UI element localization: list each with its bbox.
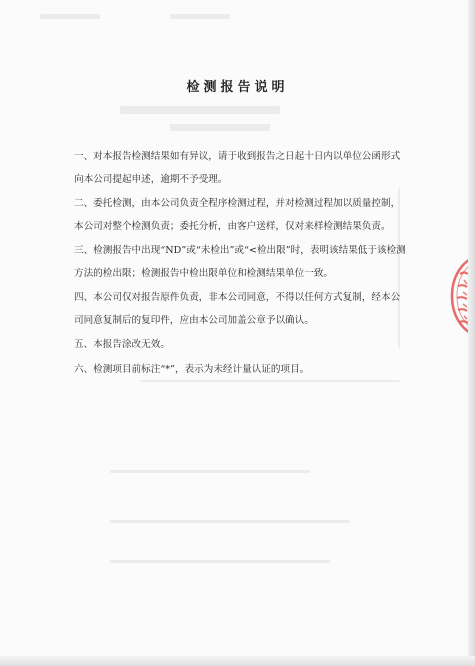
- page-edge-shadow: [0, 656, 475, 666]
- notes-body: [74, 146, 407, 383]
- bleed-through-mark: [170, 14, 230, 19]
- note-paragraph-4: 四、本公司仅对报告原件负责，非本公司同意，不得以任何方式复制，经本公司同意复制后的复印件，应由本公司加盖公章予以确认。: [74, 292, 401, 326]
- note-paragraph-2: 二、委托检测，由本公司负责全程序检测过程，并对检测过程加以质量控制，本公司对整个检测负责；委托分析，由客户送样，仅对来样检测结果负责。: [74, 198, 401, 232]
- page-edge-shadow: [468, 0, 475, 666]
- page-title: 检测报告说明: [186, 80, 289, 95]
- bleed-through-mark: [110, 560, 330, 563]
- bleed-through-mark: [170, 124, 270, 131]
- bleed-through-mark: [120, 106, 280, 114]
- bleed-through-mark: [110, 470, 310, 473]
- note-paragraph-5: 五、本报告涂改无效。: [74, 339, 170, 350]
- note-paragraph-1: 一、对本报告检测结果如有异议，请于收到报告之日起十日内以单位公函形式向本公司提起申述，逾期不予受理。: [74, 151, 401, 185]
- note-paragraph-6: 六、检测项目前标注“*”，表示为未经计量认证的项目。: [74, 363, 310, 375]
- bleed-through-mark: [40, 14, 100, 19]
- note-paragraph-3: 三、检测报告中出现“ND”或“未检出”或“<检出限”时，表明该结果低于该检测方法的检出限；检测报告中检出限单位和检测结果单位一致。: [74, 245, 406, 279]
- bleed-through-mark: [110, 520, 350, 523]
